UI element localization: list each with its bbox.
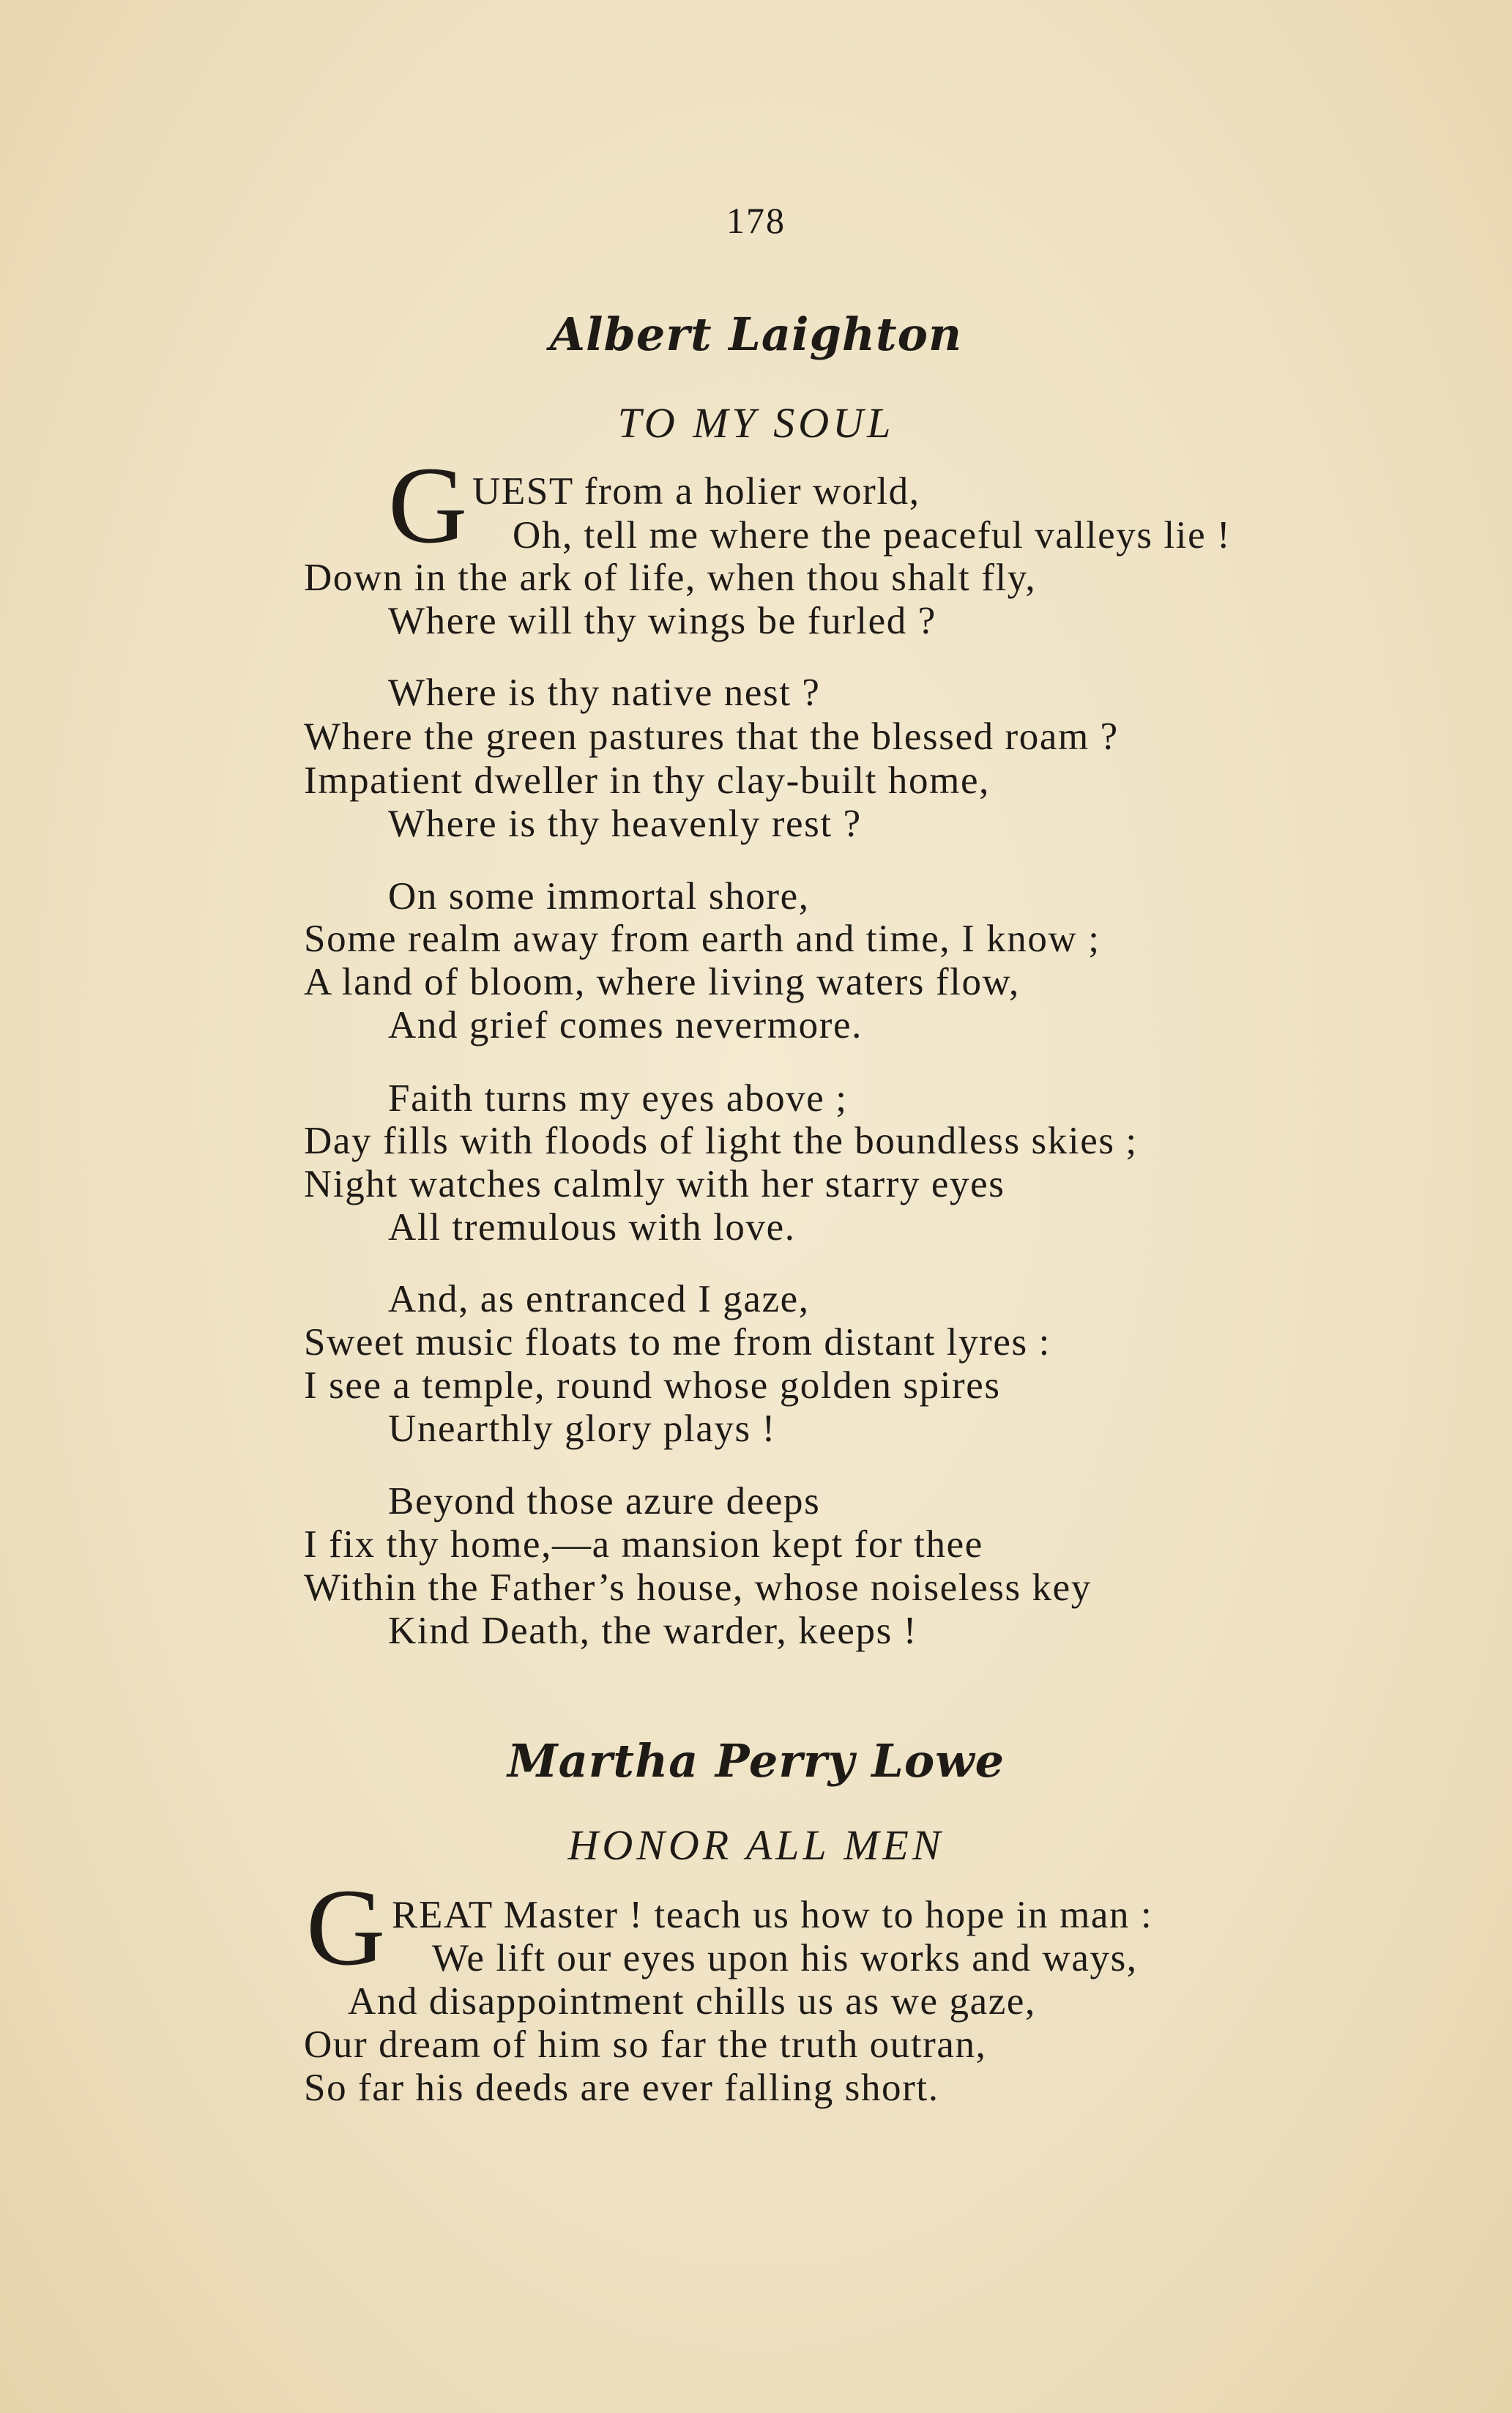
poem-2-line-1: REAT Master ! teach us how to hope in man : — [392, 1894, 1153, 1936]
poem-1-line-21: Beyond those azure deeps — [388, 1480, 821, 1522]
poem-1-title: TO MY SOUL — [617, 399, 895, 447]
poem-1-line-7: Impatient dweller in thy clay-built home, — [304, 759, 990, 802]
poem-1-line-24: Kind Death, the warder, keeps ! — [388, 1610, 917, 1652]
poem-1-line-8: Where is thy heavenly rest ? — [388, 803, 862, 845]
poem-1-line-3: Down in the ark of life, when thou shalt fly, — [304, 557, 1037, 599]
poem-1-line-23: Within the Father’s house, whose noiseless key — [304, 1566, 1092, 1609]
page-number: 178 — [726, 200, 786, 241]
poem-1-line-20: Unearthly glory plays ! — [388, 1408, 776, 1450]
poem-1-line-2: Oh, tell me where the peaceful valleys lie ! — [513, 514, 1232, 557]
poem-1-line-22: I fix thy home,—a mansion kept for thee — [304, 1523, 983, 1566]
poem-2-author: Martha Perry Lowe — [507, 1734, 1005, 1788]
poem-1-line-13: Faith turns my eyes above ; — [388, 1077, 848, 1120]
poem-2-dropcap: G — [306, 1867, 386, 1988]
poem-2-line-5: So far his deeds are ever falling short. — [304, 2067, 939, 2109]
poem-1-line-1: UEST from a holier world, — [472, 470, 920, 513]
poem-1-line-12: And grief comes nevermore. — [388, 1004, 863, 1046]
poem-1-line-4: Where will thy wings be furled ? — [388, 600, 936, 642]
poem-1-line-19: I see a temple, round whose golden spires — [304, 1364, 1001, 1407]
poem-2-line-3: And disappointment chills us as we gaze, — [348, 1980, 1036, 2023]
poem-1-author: Albert Laighton — [549, 308, 963, 361]
poem-1-line-14: Day fills with floods of light the boundless skies ; — [304, 1120, 1138, 1162]
poem-1-dropcap: G — [388, 445, 468, 566]
poem-1-line-6: Where the green pastures that the blessed roam ? — [304, 715, 1119, 758]
poem-1-line-17: And, as entranced I gaze, — [388, 1278, 810, 1320]
poem-1-line-18: Sweet music floats to me from distant lyres : — [304, 1321, 1051, 1364]
poem-1-line-9: On some immortal shore, — [388, 875, 810, 918]
poem-2-title: HONOR ALL MEN — [567, 1821, 945, 1869]
poem-1-line-16: All tremulous with love. — [388, 1206, 796, 1249]
poem-1-line-5: Where is thy native nest ? — [388, 672, 821, 714]
poem-1-line-11: A land of bloom, where living waters flow, — [304, 961, 1020, 1003]
poem-1-line-15: Night watches calmly with her starry eyes — [304, 1163, 1005, 1205]
poem-2-line-2: We lift our eyes upon his works and ways, — [432, 1937, 1138, 1979]
poem-2-line-4: Our dream of him so far the truth outran, — [304, 2023, 987, 2066]
poem-1-line-10: Some realm away from earth and time, I know ; — [304, 918, 1101, 960]
